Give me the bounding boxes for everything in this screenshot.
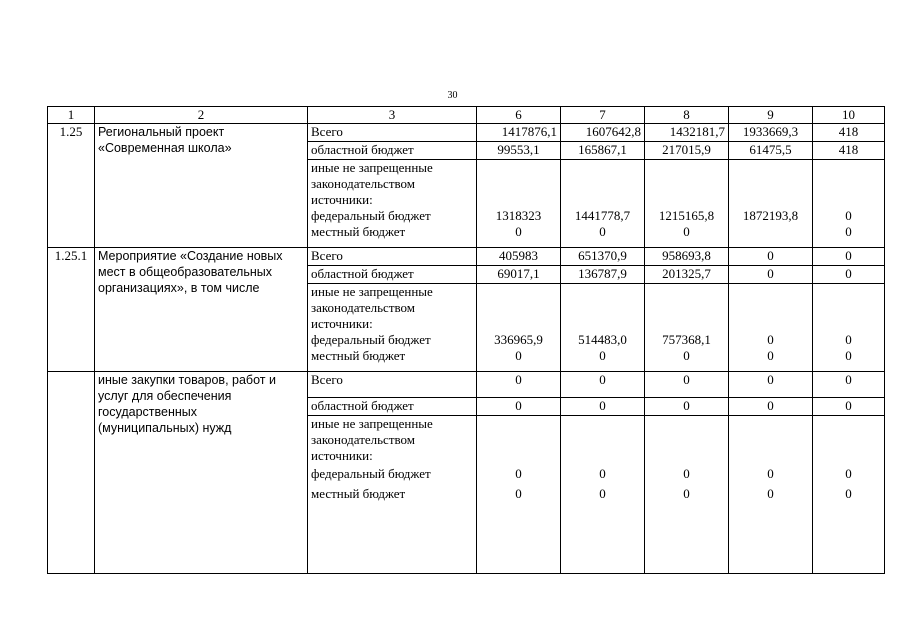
value-cell: 1607642,8 (561, 124, 645, 142)
value-cell (645, 160, 729, 248)
value-cell (561, 160, 645, 248)
header-cell: 7 (561, 107, 645, 124)
source-line: источники: (311, 192, 373, 207)
value-cell (813, 416, 885, 574)
value-cell: 0 (813, 266, 885, 284)
value-cell: 405983 (477, 248, 561, 266)
value-cell: 0 (729, 398, 813, 416)
local-value: 0 (515, 224, 522, 239)
header-cell: 1 (48, 107, 95, 124)
value-cell: 0 (645, 398, 729, 416)
row-number (48, 372, 95, 574)
local-value: 0 (599, 224, 606, 239)
value-cell: 201325,7 (645, 266, 729, 284)
source-label (308, 416, 477, 574)
value-cell: 1432181,7 (645, 124, 729, 142)
federal-value: 0 (767, 332, 774, 347)
federal-label: федеральный бюджет (311, 332, 431, 347)
federal-value: 0 (515, 466, 522, 481)
source-label: Всего (308, 248, 477, 266)
source-label: областной бюджет (308, 266, 477, 284)
local-value: 0 (515, 348, 522, 363)
value-cell: 0 (813, 248, 885, 266)
source-line: иные не запрещенные (311, 160, 433, 175)
name-line: Мероприятие «Создание новых (98, 249, 283, 263)
page-number: 30 (447, 90, 458, 101)
source-line: источники: (311, 316, 373, 331)
value-cell: 99553,1 (477, 142, 561, 160)
value-cell: 0 (729, 372, 813, 398)
value-cell: 61475,5 (729, 142, 813, 160)
local-value: 0 (767, 348, 774, 363)
federal-value: 336965,9 (494, 332, 543, 347)
value-cell (477, 284, 561, 372)
local-value: 0 (599, 486, 606, 501)
federal-value: 1215165,8 (658, 208, 715, 223)
value-cell: 0 (477, 398, 561, 416)
federal-value: 0 (845, 466, 852, 481)
federal-value: 1441778,7 (574, 208, 631, 223)
source-label: Всего (308, 372, 477, 398)
federal-value: 0 (599, 466, 606, 481)
value-cell: 0 (645, 372, 729, 398)
row-name (95, 248, 308, 372)
local-label: местный бюджет (311, 486, 406, 501)
row-name (95, 372, 308, 574)
value-cell (645, 416, 729, 574)
value-cell (729, 416, 813, 574)
federal-value: 0 (845, 332, 852, 347)
value-cell (813, 284, 885, 372)
value-cell: 0 (477, 372, 561, 398)
source-label (308, 160, 477, 248)
name-line: иные закупки товаров, работ и (98, 373, 276, 387)
value-cell (477, 160, 561, 248)
source-label (308, 284, 477, 372)
federal-value: 1318323 (495, 208, 542, 223)
local-label: местный бюджет (311, 348, 406, 363)
local-value: 0 (683, 486, 690, 501)
value-cell: 217015,9 (645, 142, 729, 160)
table-row (48, 372, 885, 398)
value-cell: 1417876,1 (477, 124, 561, 142)
federal-label: федеральный бюджет (311, 466, 431, 481)
federal-label: федеральный бюджет (311, 208, 431, 223)
value-cell: 651370,9 (561, 248, 645, 266)
local-value: 0 (845, 486, 852, 501)
header-cell: 9 (729, 107, 813, 124)
row-number: 1.25.1 (48, 248, 95, 372)
source-line: источники: (311, 448, 373, 463)
federal-value: 0 (845, 208, 852, 223)
header-cell: 3 (308, 107, 477, 124)
header-cell: 10 (813, 107, 885, 124)
value-cell: 0 (561, 372, 645, 398)
local-value: 0 (767, 486, 774, 501)
local-value: 0 (845, 348, 852, 363)
federal-value: 0 (767, 466, 774, 481)
value-cell: 136787,9 (561, 266, 645, 284)
name-line: услуг для обеспечения (98, 389, 232, 403)
row-name (95, 124, 308, 248)
header-cell: 8 (645, 107, 729, 124)
local-label: местный бюджет (311, 224, 406, 239)
source-label: Всего (308, 124, 477, 142)
table-row (48, 124, 885, 142)
name-line: (муниципальных) нужд (98, 421, 232, 435)
federal-value: 757368,1 (662, 332, 711, 347)
value-cell: 418 (813, 142, 885, 160)
value-cell: 0 (729, 248, 813, 266)
value-cell (813, 160, 885, 248)
name-line: организациях», в том числе (98, 281, 260, 295)
name-line: Региональный проект (98, 125, 225, 139)
value-cell: 69017,1 (477, 266, 561, 284)
source-line: законодательством (311, 176, 416, 191)
value-cell: 1933669,3 (729, 124, 813, 142)
header-row (48, 107, 885, 124)
federal-value: 514483,0 (578, 332, 627, 347)
value-cell: 0 (813, 398, 885, 416)
source-label: областной бюджет (308, 398, 477, 416)
value-cell (561, 416, 645, 574)
local-value: 0 (683, 224, 690, 239)
header-cell: 6 (477, 107, 561, 124)
federal-value: 1872193,8 (742, 208, 799, 223)
value-cell: 0 (813, 372, 885, 398)
local-value: 0 (845, 224, 852, 239)
source-line: иные не запрещенные (311, 284, 433, 299)
value-cell (561, 284, 645, 372)
value-cell (477, 416, 561, 574)
name-line: «Современная школа» (98, 141, 232, 155)
local-value: 0 (683, 348, 690, 363)
value-cell (729, 284, 813, 372)
value-cell (645, 284, 729, 372)
value-cell: 165867,1 (561, 142, 645, 160)
value-cell (729, 160, 813, 248)
value-cell: 418 (813, 124, 885, 142)
name-line: государственных (98, 405, 197, 419)
header-cell: 2 (95, 107, 308, 124)
source-line: законодательством (311, 432, 416, 447)
value-cell: 0 (561, 398, 645, 416)
row-number: 1.25 (48, 124, 95, 248)
source-label: областной бюджет (308, 142, 477, 160)
local-value: 0 (599, 348, 606, 363)
name-line: мест в общеобразовательных (98, 265, 272, 279)
budget-table (47, 106, 885, 574)
value-cell: 958693,8 (645, 248, 729, 266)
table-row (48, 248, 885, 266)
source-line: законодательством (311, 300, 416, 315)
source-line: иные не запрещенные (311, 416, 433, 431)
federal-value: 0 (683, 466, 690, 481)
local-value: 0 (515, 486, 522, 501)
value-cell: 0 (729, 266, 813, 284)
